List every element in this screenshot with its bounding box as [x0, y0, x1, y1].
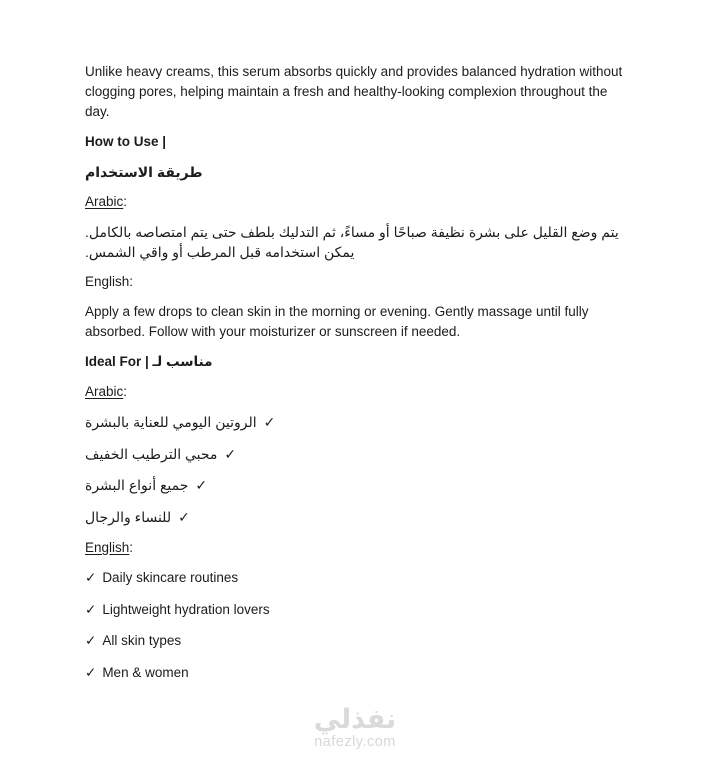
- check-icon: ✓: [85, 664, 97, 680]
- label-english: [85, 538, 635, 558]
- watermark-domain: nafezly.com: [314, 734, 396, 750]
- label-arabic-text: Arabic: [85, 384, 124, 399]
- list-item-text: للنساء والرجال: [85, 508, 172, 525]
- watermark: [0, 704, 710, 749]
- list-item-text: All skin types: [102, 633, 182, 648]
- how-to-use-english-text: Apply a few drops to clean skin in the morning or evening. Gently massage until fully absorbed. Follow with your moisturizer or sunscreen if needed.: [85, 304, 589, 339]
- heading-how-to-use: How to Use |: [85, 134, 167, 149]
- ideal-for-arabic-list: [85, 412, 635, 527]
- list-item-text: الروتين اليومي للعناية بالبشرة: [85, 414, 257, 430]
- label-english: [85, 272, 635, 292]
- list-item-text: محبي الترطيب الخفيف: [85, 445, 218, 462]
- list-item-text: Lightweight hydration lovers: [102, 601, 270, 617]
- list-item-text: Men & women: [102, 664, 189, 680]
- label-arabic: [85, 382, 635, 402]
- watermark-logo: نفذلي: [313, 704, 397, 735]
- label-english-text: English: [85, 274, 130, 289]
- label-arabic: [85, 192, 635, 212]
- list-item: [85, 412, 635, 432]
- check-icon: ✓: [224, 445, 237, 462]
- check-icon: ✓: [85, 570, 97, 585]
- list-item: [85, 507, 635, 527]
- label-colon: :: [123, 384, 128, 399]
- label-colon: :: [129, 274, 134, 289]
- check-icon: ✓: [263, 414, 276, 430]
- label-english-text: English: [85, 540, 130, 555]
- list-item-text: جميع أنواع البشرة: [85, 477, 189, 493]
- how-to-use-arabic-text: يتم وضع القليل على بشرة نظيفة صباحًا أو مساءً، ثم التدليك بلطف حتى يتم امتصاصه بالكامل. يمكن استخدامه قبل المرطب أو واقي الشمس.: [85, 224, 619, 260]
- check-icon: ✓: [195, 477, 208, 493]
- heading-ideal-for: Ideal For | مناسب لـ: [85, 354, 213, 369]
- check-icon: ✓: [85, 601, 97, 617]
- list-item: [85, 568, 635, 588]
- list-item-text: Daily skincare routines: [102, 570, 239, 585]
- label-arabic-text: Arabic: [85, 194, 124, 209]
- check-icon: ✓: [85, 633, 97, 648]
- list-item: [85, 444, 635, 464]
- intro-paragraph: Unlike heavy creams, this serum absorbs quickly and provides balanced hydration without clogging pores, helping maintain a fresh and healthy-looking complexion throughout the day.: [85, 64, 623, 119]
- label-colon: :: [129, 540, 134, 555]
- label-colon: :: [123, 194, 128, 209]
- list-item: [85, 600, 635, 620]
- heading-how-to-use-arabic: طريقة الاستخدام: [85, 164, 203, 180]
- list-item: [85, 475, 635, 495]
- list-item: [85, 663, 635, 683]
- list-item: [85, 631, 635, 651]
- ideal-for-english-list: [85, 568, 635, 683]
- check-icon: ✓: [178, 508, 190, 525]
